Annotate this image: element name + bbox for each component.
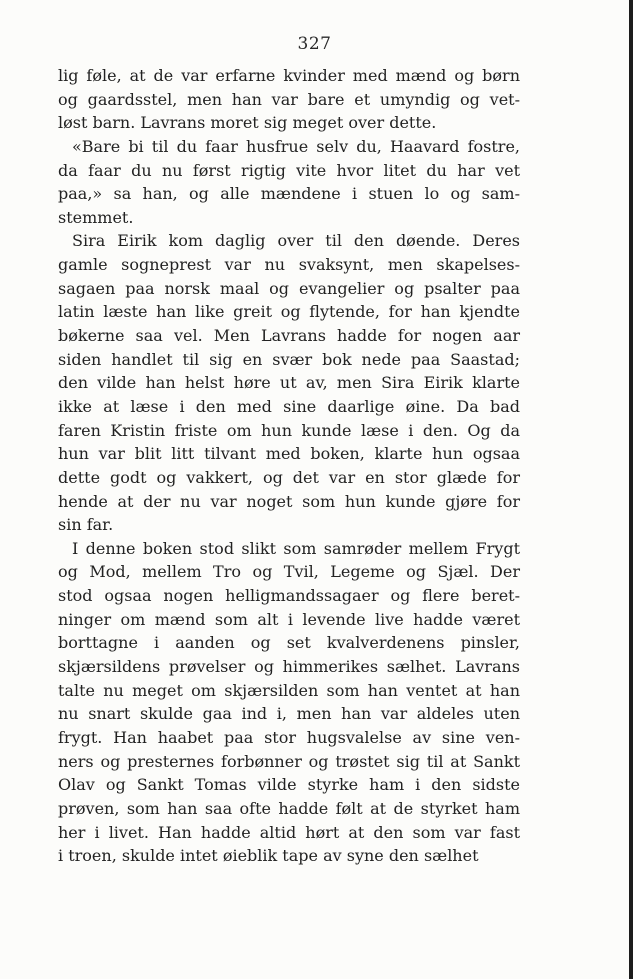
- text-line: løst barn. Lavrans moret sig meget over dette.: [58, 113, 437, 133]
- text-line: ikke at læse i den med sine daarlige øine. Da bad: [58, 396, 520, 416]
- text-line: dette godt og vakkert, og det var en stor glæde for: [58, 467, 520, 487]
- text-line: «Bare bi til du faar husfrue selv du, Haavard fostre,: [72, 136, 520, 156]
- text-line: bøkerne saa vel. Men Lavrans hadde for nogen aar: [58, 326, 520, 346]
- text-line: nu snart skulde gaa ind i, men han var aldeles uten: [58, 704, 520, 724]
- text-line: borttagne i aanden og set kvalverdenens pinsler,: [58, 633, 520, 653]
- text-line: faren Kristin friste om hun kunde læse i den. Og da: [58, 420, 520, 440]
- text-line: sin far.: [58, 515, 114, 535]
- text-line: frygt. Han haabet paa stor hugsvalelse av sine ven-: [58, 727, 520, 747]
- text-line: her i livet. Han hadde altid hørt at den som var fast: [58, 822, 520, 842]
- text-line: den vilde han helst høre ut av, men Sira Eirik klarte: [58, 373, 520, 393]
- text-line: hende at der nu var noget som hun kunde gjøre for: [58, 491, 520, 511]
- text-line: siden handlet til sig en svær bok nede paa Saastad;: [58, 349, 520, 369]
- text-line: paa,» sa han, og alle mændene i stuen lo og sam-: [58, 184, 520, 204]
- paragraph: [58, 229, 520, 536]
- text-line: ninger om mænd som alt i levende live hadde været: [58, 609, 520, 629]
- text-line: lig føle, at de var erfarne kvinder med mænd og børn: [58, 66, 520, 85]
- paragraph: [58, 537, 520, 868]
- page-number: 327: [297, 34, 332, 54]
- text-line: og Mod, mellem Tro og Tvil, Legeme og Sjæl. Der: [58, 562, 520, 582]
- text-line: ners og presternes forbønner og trøstet sig til at Sankt: [58, 751, 520, 771]
- text-line: da faar du nu først rigtig vite hvor litet du har vet: [58, 160, 520, 180]
- text-line: og gaardsstel, men han var bare et umyndig og vet-: [58, 89, 520, 109]
- text-line: skjærsildens prøvelser og himmerikes sælhet. Lavrans: [58, 657, 520, 677]
- text-line: i troen, skulde intet øieblik tape av syne den sælhet: [58, 846, 479, 866]
- paragraph: [58, 135, 520, 230]
- body-text: [58, 64, 520, 868]
- text-line: talte nu meget om skjærsilden som han ventet at han: [58, 680, 520, 700]
- text-line: stemmet.: [58, 207, 134, 227]
- text-line: Sira Eirik kom daglig over til den døende. Deres: [72, 231, 520, 251]
- paragraph: [58, 64, 520, 135]
- text-line: Olav og Sankt Tomas vilde styrke ham i den sidste: [58, 775, 520, 795]
- text-line: I denne boken stod slikt som samrøder mellem Frygt: [72, 538, 520, 558]
- text-line: stod ogsaa nogen helligmandssagaer og flere beret-: [58, 586, 520, 606]
- text-line: prøven, som han saa ofte hadde følt at de styrket ham: [58, 798, 520, 818]
- text-line: hun var blit litt tilvant med boken, klarte hun ogsaa: [58, 444, 520, 464]
- text-line: latin læste han like greit og flytende, for han kjendte: [58, 302, 520, 322]
- text-line: sagaen paa norsk maal og evangelier og psalter paa: [58, 278, 520, 298]
- text-line: gamle sogneprest var nu svaksynt, men skapelses-: [58, 255, 520, 275]
